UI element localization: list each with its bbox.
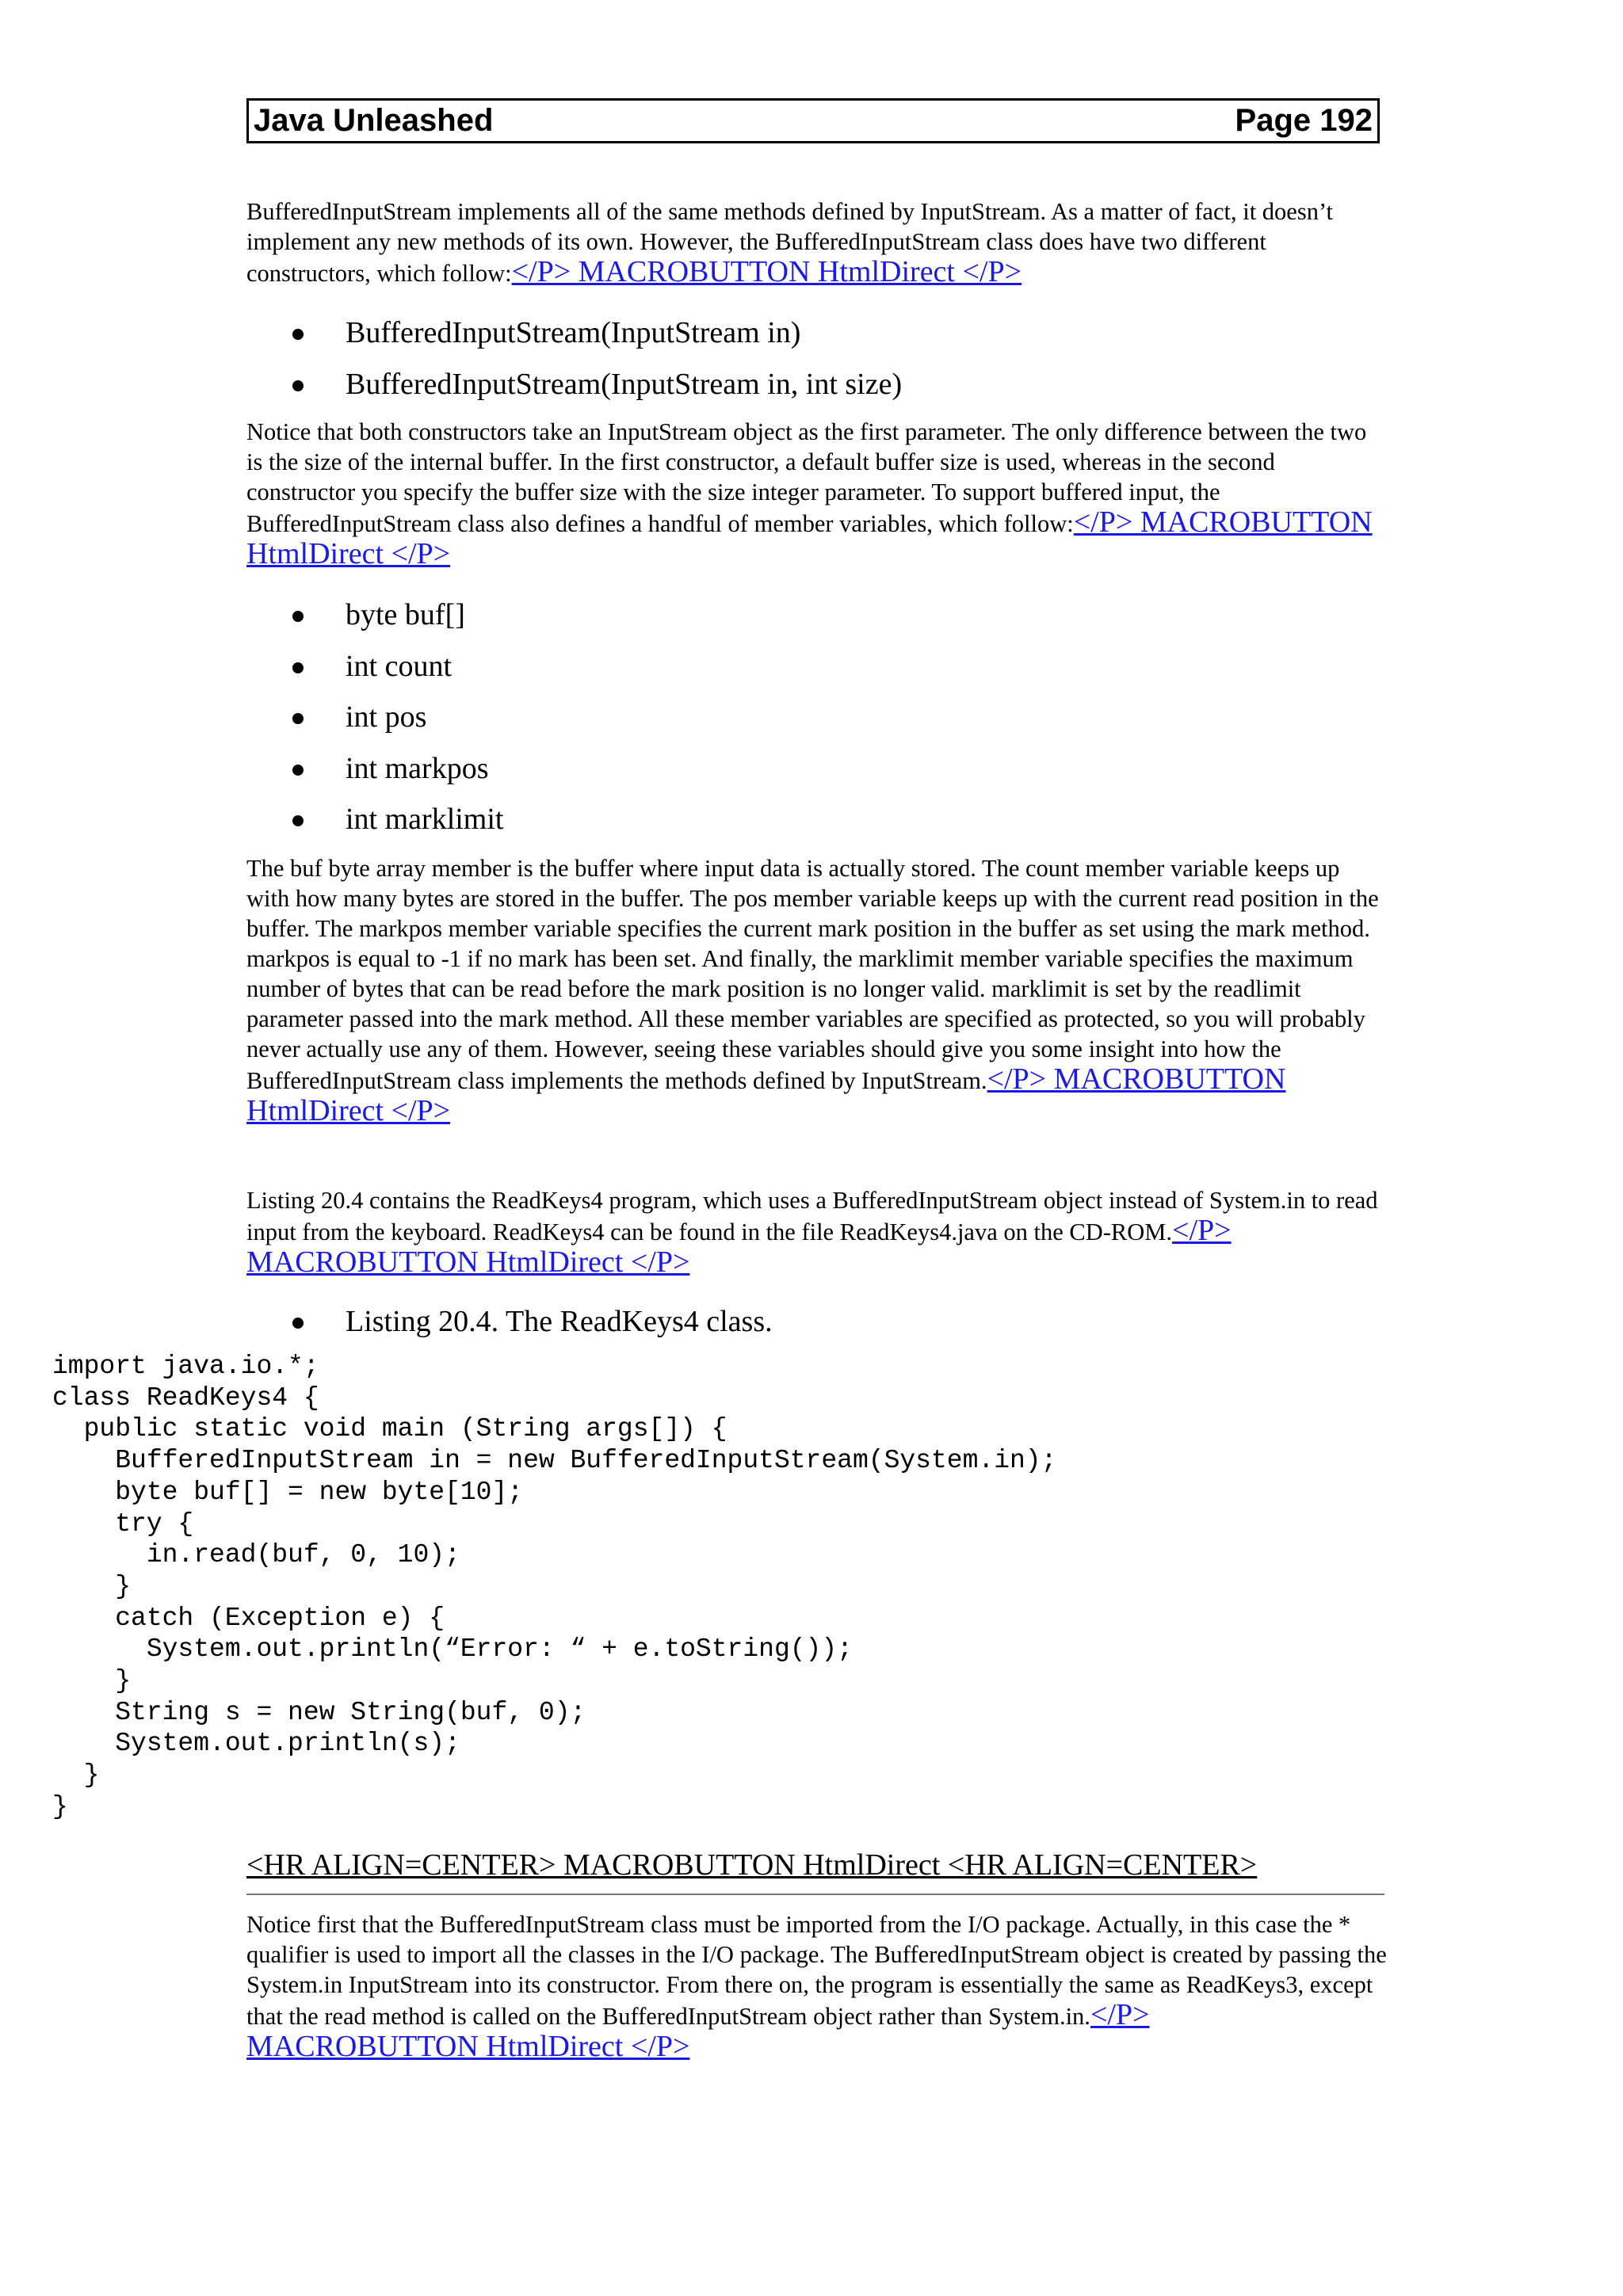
paragraph-2-text: Notice that both constructors take an InputStream object as the first parameter. The only difference between the two is the size of the internal buffer. In the first constructor, a default buffer size is used, whereas in the second constructor you specify the buffer size with the size integer parameter. To support buffered input, the BufferedInputStream class also defines a handful of member variables, which follow: xyxy=(246,418,1367,537)
horizontal-rule xyxy=(246,1894,1384,1895)
bullet-icon xyxy=(292,611,304,622)
macrobutton-link-5[interactable]: </P> MACROBUTTON HtmlDirect </P> xyxy=(246,1998,1150,2063)
bullet-icon xyxy=(292,329,304,340)
listing-caption-list xyxy=(246,1296,1388,1348)
list-item: BufferedInputStream(InputStream in, int size) xyxy=(246,359,1388,410)
paragraph-3 xyxy=(246,853,1388,1127)
macrobutton-link-3[interactable]: </P> MACROBUTTON HtmlDirect </P> xyxy=(246,1062,1286,1127)
member-variable-list xyxy=(246,589,1388,845)
paragraph-5 xyxy=(246,1909,1388,2063)
bullet-icon xyxy=(292,662,304,673)
code-listing: import java.io.*; class ReadKeys4 { public static void main (String args[]) { BufferedInputStream in = new BufferedInputStream(System.in); byte buf[] = new byte[10]; try { in.read(buf, 0, 10); } catch (Exception e) { System.out.println(“Error: “ + e.toString()); } String s = new String(buf, 0); System.out.println(s); } } xyxy=(52,1352,1057,1821)
list-item: int pos xyxy=(246,692,1388,743)
paragraph-5-text: Notice first that the BufferedInputStream class must be imported from the I/O package. Actually, in this case the * qualifier is used to import all the classes in the I/O package. The BufferedInputStream object is created by passing the System.in InputStream into its constructor. From there on, the program is essentially the same as ReadKeys3, except that the read method is called on the BufferedInputStream object rather than System.in. xyxy=(246,1911,1387,2030)
macrobutton-link-4[interactable]: </P> MACROBUTTON HtmlDirect </P> xyxy=(246,1214,1232,1279)
bullet-icon xyxy=(292,713,304,724)
bullet-icon xyxy=(292,815,304,826)
list-item: BufferedInputStream(InputStream in) xyxy=(246,307,1388,359)
macrobutton-link-2[interactable]: </P> MACROBUTTON HtmlDirect </P> xyxy=(246,505,1373,570)
list-item: byte buf[] xyxy=(246,589,1388,641)
listing-title: Listing 20.4. The ReadKeys4 class. xyxy=(246,1296,1388,1348)
list-item: int markpos xyxy=(246,743,1388,795)
macrobutton-link-1[interactable]: </P> MACROBUTTON HtmlDirect </P> xyxy=(511,255,1022,288)
page-number: Page 192 xyxy=(1235,103,1373,138)
paragraph-1 xyxy=(246,196,1388,288)
page-header xyxy=(246,98,1380,143)
paragraph-3-text: The buf byte array member is the buffer where input data is actually stored. The count member variable keeps up with how many bytes are stored in the buffer. The pos member variable keeps up with the current read position in the buffer. The markpos member variable specifies the current mark position in the buffer as set using the mark method. markpos is equal to -1 if no mark has been set. And finally, the marklimit member variable specifies the maximum number of bytes that can be read before the mark position is no longer valid. marklimit is set by the readlimit parameter passed into the mark method. All these member variables are specified as protected, so you will probably never actually use any of them. However, seeing these variables should give you some insight into how the BufferedInputStream class implements the methods defined by InputStream. xyxy=(246,855,1379,1094)
list-item: int count xyxy=(246,641,1388,692)
paragraph-2 xyxy=(246,417,1388,570)
paragraph-1-text: BufferedInputStream implements all of the same methods defined by InputStream. As a matter of fact, it doesn’t implement any new methods of its own. However, the BufferedInputStream class does have two different constructors, which follow: xyxy=(246,198,1334,287)
book-title: Java Unleashed xyxy=(254,103,494,138)
constructor-list xyxy=(246,307,1388,410)
paragraph-4 xyxy=(246,1185,1388,1279)
list-item: int marklimit xyxy=(246,794,1388,845)
bullet-icon xyxy=(292,765,304,776)
paragraph-4-text: Listing 20.4 contains the ReadKeys4 program, which uses a BufferedInputStream object instead of System.in to read input from the keyboard. ReadKeys4 can be found in the file ReadKeys4.java on the CD-ROM. xyxy=(246,1187,1378,1245)
hr-macro-line: <HR ALIGN=CENTER> MACROBUTTON HtmlDirect <HR ALIGN=CENTER> xyxy=(246,1848,1258,1882)
bullet-icon xyxy=(292,380,304,391)
bullet-icon xyxy=(292,1318,304,1329)
